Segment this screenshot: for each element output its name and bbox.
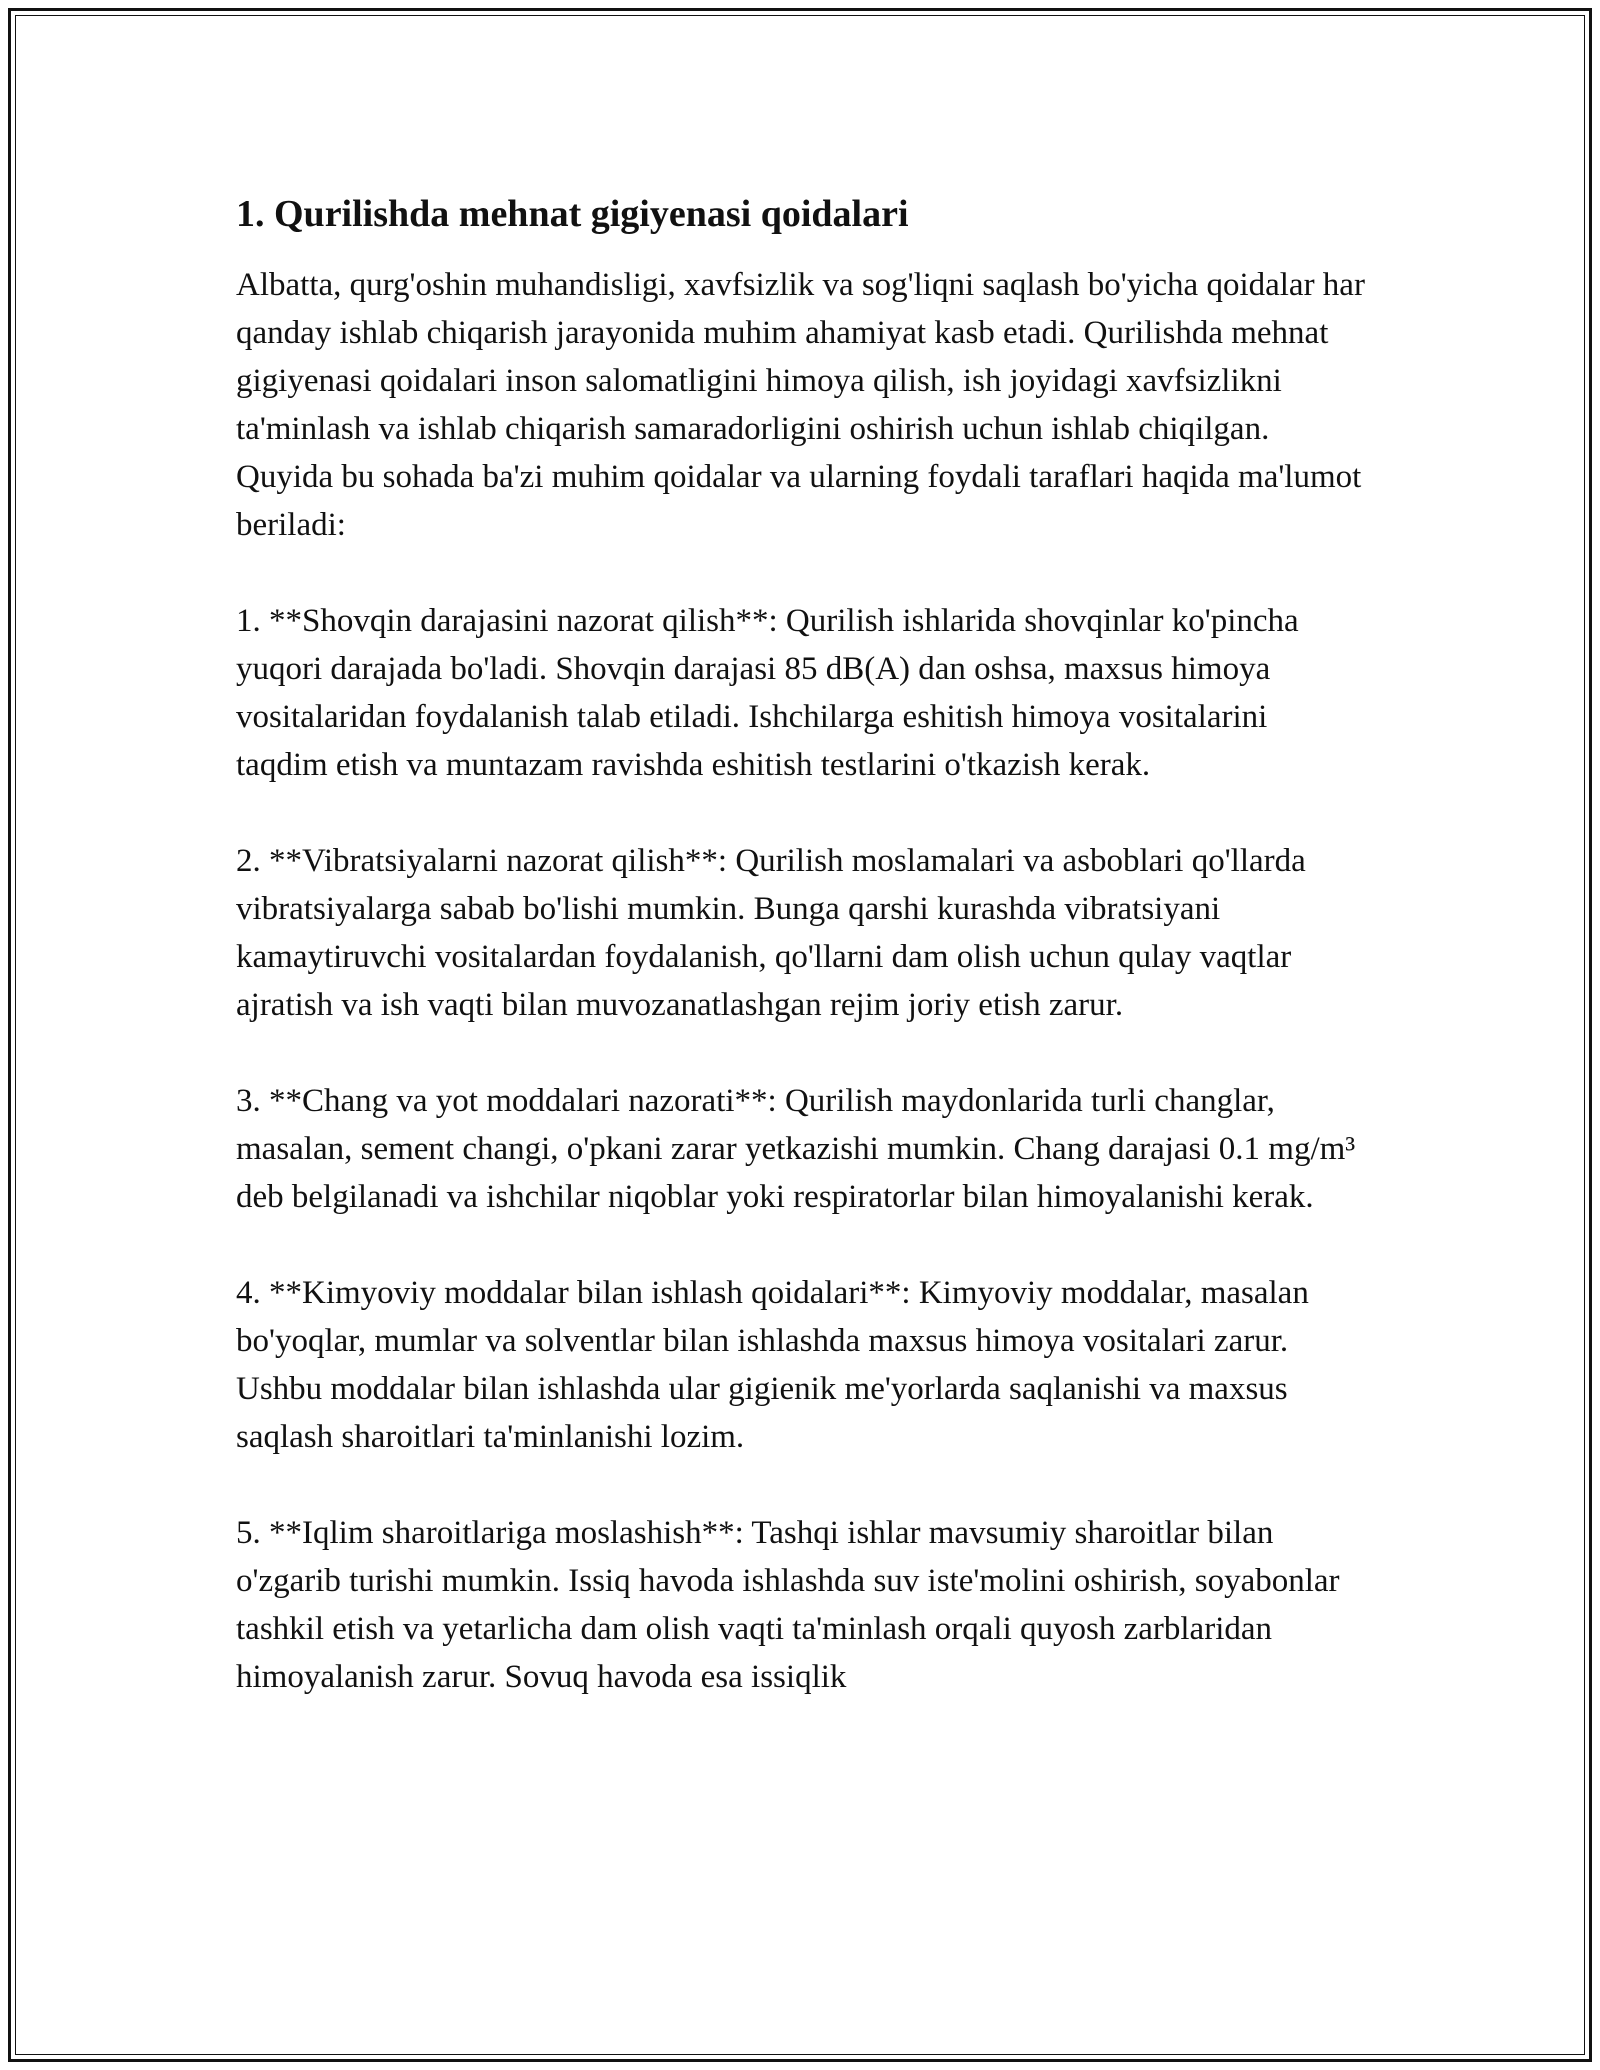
- paragraph-climate-adaptation: 5. **Iqlim sharoitlariga moslashish**: Tashqi ishlar mavsumiy sharoitlar bilan o'zgarib turishi mumkin. Issiq havoda ishlashda suv iste'molini oshirish, soyabonlar tashkil etish va yetarlicha dam olish vaqti ta'minlash orqali quyosh zarblaridan himoyalanish zarur. Sovuq havoda esa issiqlik: [236, 1515, 1340, 1695]
- paragraph-dust-control: 3. **Chang va yot moddalari nazorati**: Qurilish maydonlarida turli changlar, masalan, sement changi, o'pkani zarar yetkazishi mumkin. Chang darajasi 0.1 mg/m³ deb belgilanadi va ishchilar niqoblar yoki respiratorlar bilan himoyalanishi kerak.: [236, 1083, 1356, 1215]
- document-title: 1. Qurilishda mehnat gigiyenasi qoidalari: [236, 193, 909, 235]
- document-body: [236, 190, 1366, 1749]
- paragraph-noise-control: 1. **Shovqin darajasini nazorat qilish**: Qurilish ishlarida shovqinlar ko'pincha yuqori darajada bo'ladi. Shovqin darajasi 85 dB(A) dan oshsa, maxsus himoya vositalaridan foydalanish talab etiladi. Ishchilarga eshitish himoya vositalarini taqdim etish va muntazam ravishda eshitish testlarini o'tkazish kerak.: [236, 603, 1299, 783]
- paragraph-chemical-handling: 4. **Kimyoviy moddalar bilan ishlash qoidalari**: Kimyoviy moddalar, masalan bo'yoqlar, mumlar va solventlar bilan ishlashda maxsus himoya vositalari zarur. Ushbu moddalar bilan ishlashda ular gigienik me'yorlarda saqlanishi va maxsus saqlash sharoitlari ta'minlanishi lozim.: [236, 1275, 1309, 1455]
- paragraph-intro: Albatta, qurg'oshin muhandisligi, xavfsizlik va sog'liqni saqlash bo'yicha qoidalar har qanday ishlab chiqarish jarayonida muhim ahamiyat kasb etadi. Qurilishda mehnat gigiyenasi qoidalari inson salomatligini himoya qilish, ish joyidagi xavfsizlikni ta'minlash va ishlab chiqarish samaradorligini oshirish uchun ishlab chiqilgan. Quyida bu sohada ba'zi muhim qoidalar va ularning foydali taraflari haqida ma'lumot beriladi:: [236, 267, 1365, 543]
- paragraph-vibration-control: 2. **Vibratsiyalarni nazorat qilish**: Qurilish moslamalari va asboblari qo'llarda vibratsiyalarga sabab bo'lishi mumkin. Bunga qarshi kurashda vibratsiyani kamaytiruvchi vositalardan foydalanish, qo'llarni dam olish uchun qulay vaqtlar ajratish va ish vaqti bilan muvozanatlashgan rejim joriy etish zarur.: [236, 843, 1306, 1023]
